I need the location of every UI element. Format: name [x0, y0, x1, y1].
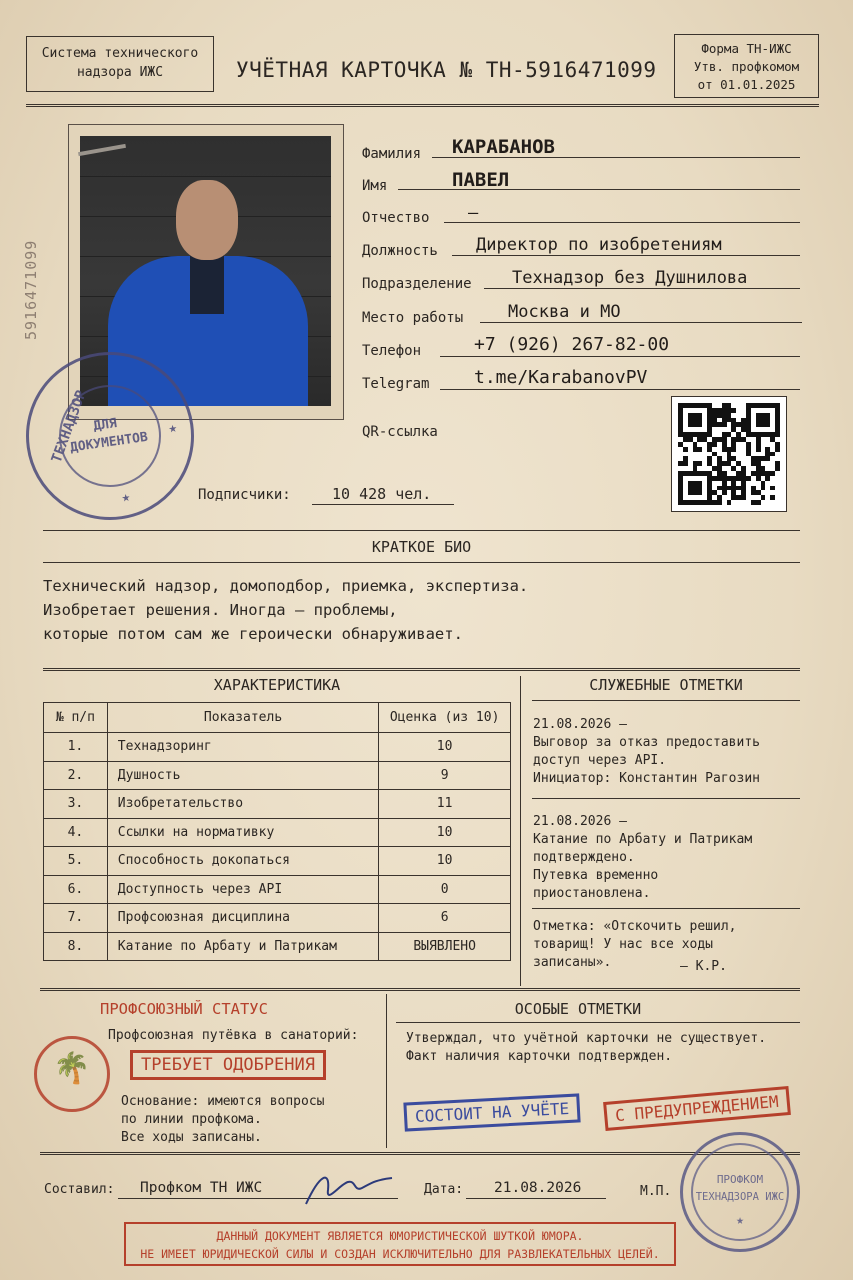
face	[176, 180, 238, 260]
table-row: 3. Изобретательство 11	[44, 790, 511, 819]
registered-stamp: СОСТОИТ НА УЧЁТЕ	[403, 1093, 580, 1131]
union-basis: Основание: имеются вопросы по линии профкома. Все ходы записаны.	[121, 1094, 325, 1145]
bio-text: Технический надзор, домоподбор, приемка, экспертиза. Изобретает решения. Иногда – проблемы, которые потом сам же героически обнаруживает.	[43, 577, 529, 643]
telegram-link[interactable]: t.me/KarabanovPV	[474, 367, 648, 388]
phone-value[interactable]: +7 (926) 267-82-00	[474, 334, 670, 355]
side-number: 5916471099	[22, 239, 40, 340]
form-line-1: Форма ТН-ИЖС	[701, 41, 792, 56]
warning-stamp: С ПРЕДУПРЕЖДЕНИЕМ	[603, 1086, 791, 1131]
form-line-3: от 01.01.2025	[697, 77, 796, 92]
requires-approval-stamp: ТРЕБУЕТ ОДОБРЕНИЯ	[130, 1050, 326, 1080]
note-signature: — К.Р.	[680, 959, 727, 974]
position-value: Директор по изобретениям	[476, 235, 722, 255]
table-row: 5. Способность докопаться 10	[44, 847, 511, 876]
subscribers-value: 10 428 чел.	[332, 485, 432, 503]
star-icon: ★	[120, 488, 132, 506]
workplace-value: Москва и МО	[508, 302, 621, 322]
photo-stamp: ТЕХНАДЗОР ДЛЯ ДОКУМЕНТОВ ★ ★	[15, 341, 205, 531]
system-line-2: надзора ИЖС	[76, 65, 164, 80]
table-row: 2. Душность 9	[44, 761, 511, 790]
form-box	[674, 34, 819, 98]
table-row: 6. Доступность через API 0	[44, 875, 511, 904]
union-title: ПРОФСОЮЗНЫЙ СТАТУС	[100, 1000, 268, 1018]
characteristics-title: ХАРАКТЕРИСТИКА	[213, 676, 341, 694]
surname-value: КАРАБАНОВ	[452, 136, 555, 158]
star-icon: ★	[736, 1213, 744, 1228]
palm-icon: 🌴	[34, 1036, 110, 1112]
service-note-1: 21.08.2026 – Выговор за отказ предоставить доступ через API. Инициатор: Константин Рагозин	[533, 717, 760, 786]
service-notes-title: СЛУЖЕБНЫЕ ОТМЕТКИ	[589, 676, 743, 694]
table-row: 7. Профсоюзная дисциплина 6	[44, 904, 511, 933]
name-value: ПАВЕЛ	[452, 169, 510, 191]
bio-title: КРАТКОЕ БИО	[371, 538, 472, 556]
system-box	[26, 36, 214, 92]
table-row: 8. Катание по Арбату и Патрикам ВЫЯВЛЕНО	[44, 932, 511, 961]
qr-code[interactable]	[671, 396, 787, 512]
system-line-1: Система технического	[41, 46, 199, 61]
profkom-seal: ПРОФКОМ ТЕХНАДЗОРА ИЖС ★	[680, 1132, 800, 1252]
special-text: Утверждал, что учётной карточки не существует. Факт наличия карточки подтвержден.	[406, 1031, 767, 1064]
table-row: 1. Технадзоринг 10	[44, 733, 511, 762]
header-divider	[26, 104, 819, 107]
patronymic-value: –	[468, 203, 479, 223]
characteristics-table: № п/п Показатель Оценка (из 10) 1. Технадзоринг 10 2. Душность 9 3. Изобретательство 11 4. Ссылки на нормативку 10 5. Способность докопаться 10 6. Доступность через API 0 7. Профсоюзная дисциплина 6 8. Катание по Арбату и Патрикам ВЫЯВЛЕНО	[43, 702, 511, 961]
star-icon: ★	[167, 419, 179, 437]
date-value: 21.08.2026	[494, 1180, 582, 1196]
service-note-2: 21.08.2026 – Катание по Арбату и Патрикам подтверждено. Путевка временно приостановлена.	[533, 814, 753, 901]
composed-value: Профком ТН ИЖС	[140, 1180, 263, 1196]
department-value: Технадзор без Душнилова	[512, 268, 748, 288]
form-line-2: Утв. профкомом	[693, 59, 800, 74]
service-note-3: Отметка: «Отскочить решил, товарищ! У нас все ходы записаны».	[533, 919, 737, 970]
special-title: ОСОБЫЕ ОТМЕТКИ	[514, 1000, 642, 1018]
document-title: УЧЁТНАЯ КАРТОЧКА № ТН-5916471099	[236, 58, 657, 82]
disclaimer-box: ДАННЫЙ ДОКУМЕНТ ЯВЛЯЕТСЯ ЮМОРИСТИЧЕСКОЙ ШУТКОЙ ЮМОРА. НЕ ИМЕЕТ ЮРИДИЧЕСКОЙ СИЛЫ И СОЗДАН ИСКЛЮЧИТЕЛЬНО ДЛЯ РАЗВЛЕКАТЕЛЬНЫХ ЦЕЛЕЙ.	[124, 1222, 676, 1266]
signature	[300, 1164, 396, 1212]
table-row: 4. Ссылки на нормативку 10	[44, 818, 511, 847]
